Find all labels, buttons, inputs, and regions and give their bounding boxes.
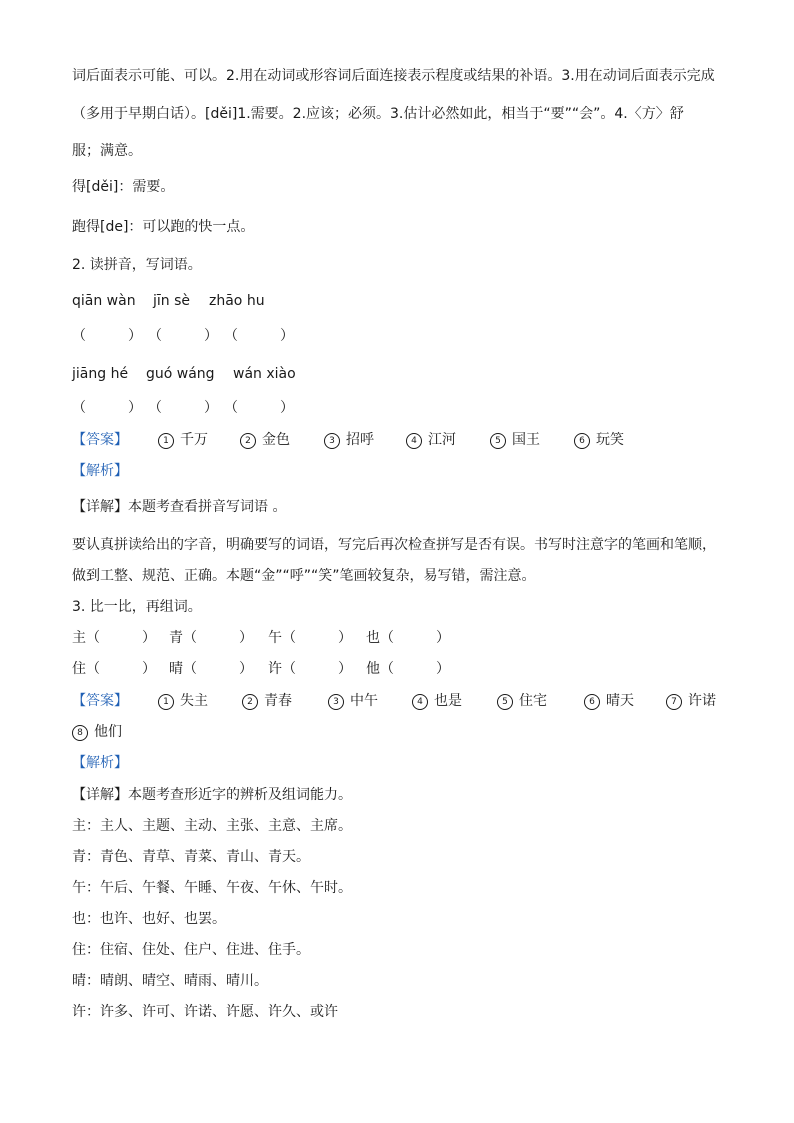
answer-text: 也是 [434, 693, 462, 709]
text-line: 词后面表示可能、可以。2.用在动词或形容词后面连接表示程度或结果的补语。3.用在动词后面表示完成 [72, 68, 715, 84]
answer-text: 招呼 [346, 432, 374, 448]
circled-number: 2 [240, 433, 256, 449]
answer-blank: （ ） [148, 328, 218, 344]
answer-text: 千万 [180, 432, 208, 448]
compare-item: 青（ ） [169, 630, 253, 646]
pinyin-item: guó wáng [146, 366, 215, 382]
circled-number: 2 [242, 694, 258, 710]
pinyin-item: wán xiào [233, 366, 296, 382]
answer-item [666, 691, 716, 711]
text-line: （多用于早期白话）。[děi]1.需要。2.应该；必须。3.估计必然如此，相当于“要”“会”。4.〈方〉舒 [72, 106, 684, 122]
answer-item [406, 430, 456, 450]
answer-item [242, 691, 292, 711]
answer-text: 玩笑 [596, 432, 624, 448]
pinyin-item: qiān wàn [72, 293, 136, 309]
answer-text: 国王 [512, 432, 540, 448]
compare-item: 许（ ） [268, 661, 352, 677]
text-line: 得[děi]：需要。 [72, 179, 175, 195]
answer-item [158, 691, 208, 711]
circled-number: 5 [490, 433, 506, 449]
pinyin-item: jiāng hé [72, 366, 129, 382]
answer-text: 晴天 [606, 693, 634, 709]
answer-text: 金色 [262, 432, 290, 448]
answer-item [328, 691, 378, 711]
pinyin-item: jīn sè [153, 293, 191, 309]
circled-number: 1 [158, 694, 174, 710]
answer-item [574, 430, 624, 450]
answer-text: 青春 [264, 693, 292, 709]
detail-line: 【详解】本题考查看拼音写词语 。 [72, 499, 287, 515]
detail-line: 【详解】本题考查形近字的辨析及组词能力。 [72, 787, 352, 803]
answer-label: 【答案】 [72, 432, 128, 448]
analysis-label: 【解析】 [72, 755, 128, 771]
text-line: 服；满意。 [72, 143, 142, 159]
answer-text: 江河 [428, 432, 456, 448]
answer-blank: （ ） [72, 400, 142, 416]
answer-blank: （ ） [72, 328, 142, 344]
word-line: 住：住宿、住处、住户、住进、住手。 [72, 942, 310, 958]
question-2-title: 2. 读拼音，写词语。 [72, 257, 202, 273]
word-line: 许：许多、许可、许诺、许愿、许久、或许 [72, 1004, 338, 1020]
text-line: 跑得[de]：可以跑的快一点。 [72, 219, 255, 235]
compare-item: 住（ ） [72, 661, 156, 677]
circled-number: 4 [412, 694, 428, 710]
circled-number: 6 [574, 433, 590, 449]
question-3-title: 3. 比一比，再组词。 [72, 599, 202, 615]
word-line: 也：也许、也好、也罢。 [72, 911, 226, 927]
word-line: 晴：晴朗、晴空、晴雨、晴川。 [72, 973, 268, 989]
analysis-label: 【解析】 [72, 463, 128, 479]
answer-text: 中午 [350, 693, 378, 709]
answer-item [584, 691, 634, 711]
answer-text: 许诺 [688, 693, 716, 709]
compare-item: 也（ ） [366, 630, 450, 646]
answer-text: 他们 [94, 724, 122, 740]
compare-item: 晴（ ） [169, 661, 253, 677]
circled-number: 1 [158, 433, 174, 449]
answer-item [240, 430, 290, 450]
answer-label: 【答案】 [72, 693, 128, 709]
word-line: 主：主人、主题、主动、主张、主意、主席。 [72, 818, 352, 834]
answer-text: 失主 [180, 693, 208, 709]
circled-number: 3 [324, 433, 340, 449]
compare-item: 午（ ） [268, 630, 352, 646]
circled-number: 4 [406, 433, 422, 449]
circled-number: 3 [328, 694, 344, 710]
answer-item [497, 691, 547, 711]
answer-blank: （ ） [148, 400, 218, 416]
answer-blank: （ ） [224, 328, 294, 344]
answer-text: 住宅 [519, 693, 547, 709]
answer-item [158, 430, 208, 450]
answer-item [72, 722, 122, 742]
circled-number: 5 [497, 694, 513, 710]
answer-item [412, 691, 462, 711]
word-line: 午：午后、午餐、午睡、午夜、午休、午时。 [72, 880, 352, 896]
compare-item: 他（ ） [366, 661, 450, 677]
circled-number: 6 [584, 694, 600, 710]
circled-number: 8 [72, 725, 88, 741]
circled-number: 7 [666, 694, 682, 710]
answer-item [324, 430, 374, 450]
answer-item [490, 430, 540, 450]
text-line: 做到工整、规范、正确。本题“金”“呼”“笑”笔画较复杂，易写错，需注意。 [72, 568, 536, 584]
text-line: 要认真拼读给出的字音，明确要写的词语，写完后再次检查拼写是否有误。书写时注意字的笔画和笔顺， [72, 537, 716, 553]
compare-item: 主（ ） [72, 630, 156, 646]
word-line: 青：青色、青草、青菜、青山、青天。 [72, 849, 310, 865]
pinyin-item: zhāo hu [209, 293, 265, 309]
answer-blank: （ ） [224, 400, 294, 416]
